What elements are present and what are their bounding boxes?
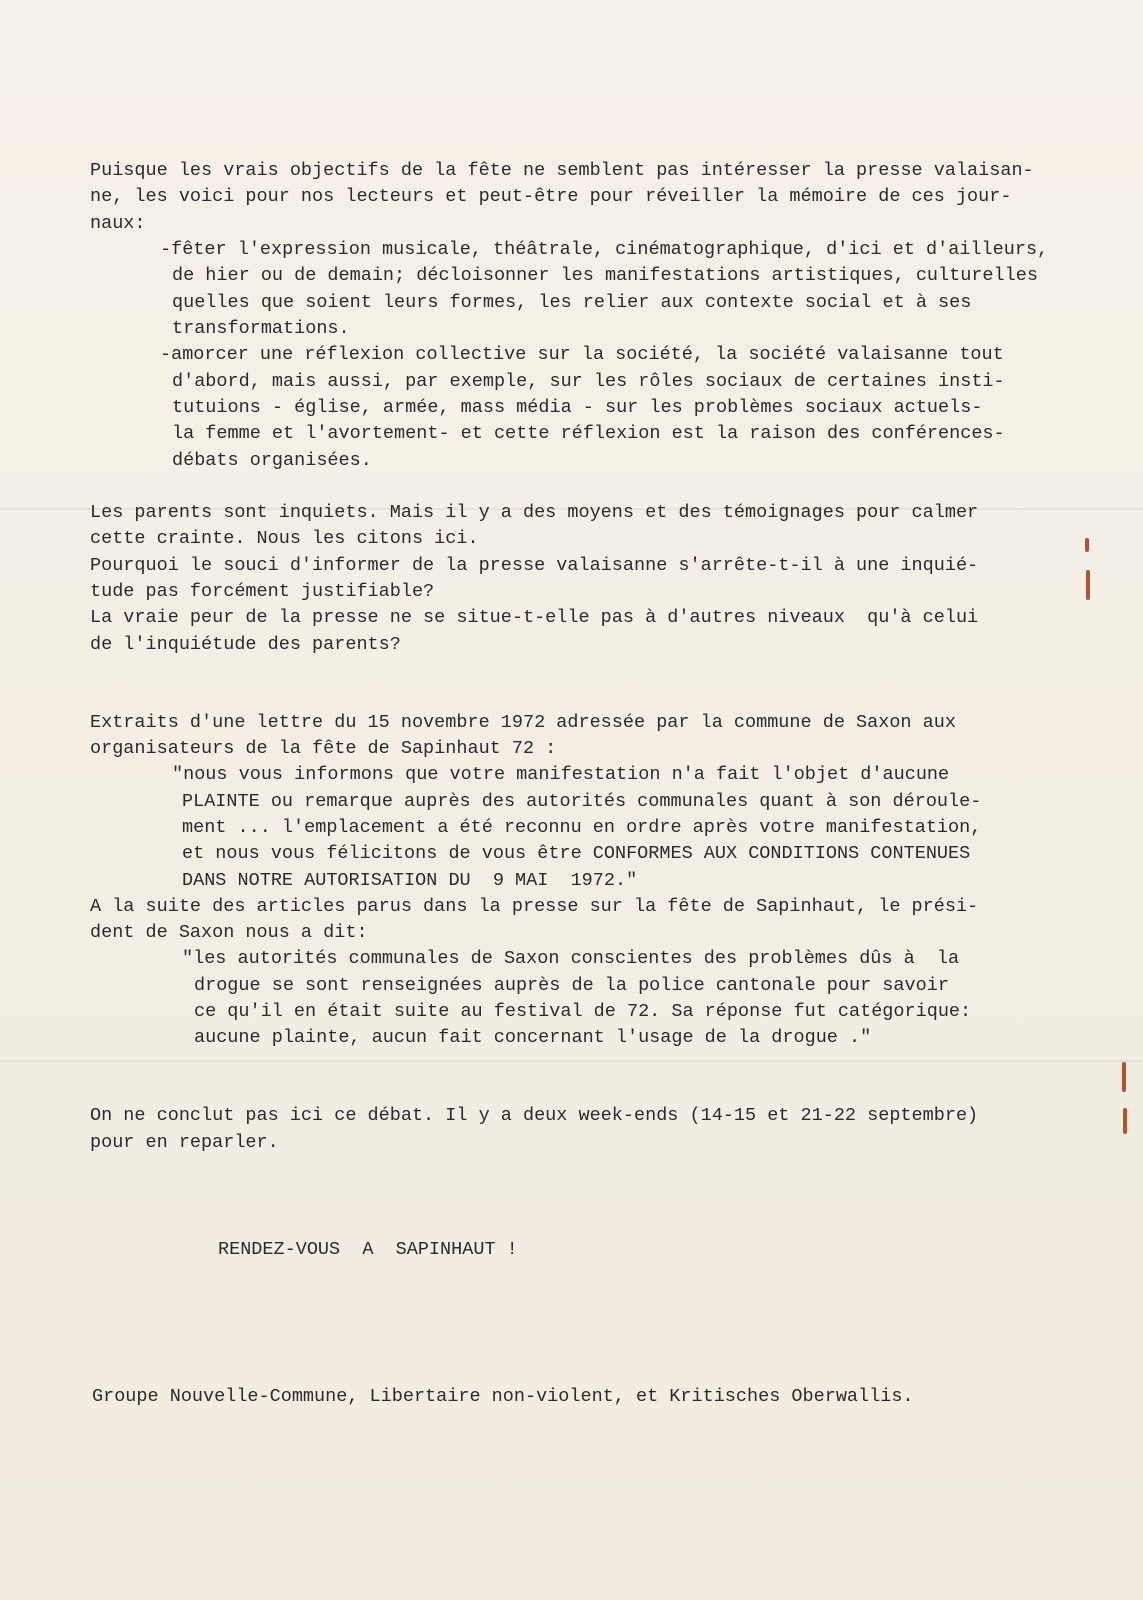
text-line: tude pas forcément justifiable?: [90, 581, 435, 602]
text-line: -fêter l'expression musicale, théâtrale, cinématographique, d'ici et d'ailleurs,: [160, 239, 1049, 260]
text-line: transformations.: [172, 318, 350, 339]
text-line: organisateurs de la fête de Sapinhaut 72 :: [90, 738, 557, 759]
text-line: ce qu'il en était suite au festival de 72. Sa réponse fut catégorique:: [194, 1001, 972, 1022]
text-line: Les parents sont inquiets. Mais il y a des moyens et des témoignages pour calmer: [90, 502, 979, 523]
text-line: "nous vous informons que votre manifestation n'a fait l'objet d'aucune: [172, 764, 950, 785]
text-line: et nous vous félicitons de vous être CONFORMES AUX CONDITIONS CONTENUES: [182, 843, 971, 864]
signature-text: Groupe Nouvelle-Commune, Libertaire non-violent, et Kritisches Oberwallis.: [92, 1386, 914, 1407]
text-line: "les autorités communales de Saxon conscientes des problèmes dûs à la: [182, 948, 960, 969]
text-line: dent de Saxon nous a dit:: [90, 922, 368, 943]
text-line: La vraie peur de la presse ne se situe-t-elle pas à d'autres niveaux qu'à celui: [90, 607, 979, 628]
paper-fold: [0, 1060, 1143, 1062]
text-line: ment ... l'emplacement a été reconnu en ordre après votre manifestation,: [182, 817, 982, 838]
text-line: aucune plainte, aucun fait concernant l'usage de la drogue .": [194, 1027, 872, 1048]
paper-stain: [1122, 1062, 1126, 1092]
text-line: ne, les voici pour nos lecteurs et peut-être pour réveiller la mémoire de ces jour-: [90, 186, 1012, 207]
text-line: de l'inquiétude des parents?: [90, 634, 401, 655]
text-line: PLAINTE ou remarque auprès des autorités communales quant à son déroule-: [182, 791, 982, 812]
text-line: débats organisées.: [172, 450, 372, 471]
text-line: tutuions - église, armée, mass média - sur les problèmes sociaux actuels-: [172, 397, 983, 418]
paper-stain: [1123, 1108, 1127, 1134]
text-line: de hier ou de demain; décloisonner les manifestations artistiques, culturelles: [172, 265, 1038, 286]
text-line: naux:: [90, 213, 146, 234]
text-line: A la suite des articles parus dans la presse sur la fête de Sapinhaut, le prési-: [90, 896, 979, 917]
rendezvous-text: RENDEZ-VOUS A SAPINHAUT !: [218, 1239, 518, 1260]
text-line: quelles que soient leurs formes, les relier aux contexte social et à ses: [172, 292, 972, 313]
text-line: la femme et l'avortement- et cette réflexion est la raison des conférences-: [172, 423, 1005, 444]
text-line: DANS NOTRE AUTORISATION DU 9 MAI 1972.": [182, 870, 638, 891]
text-line: On ne conclut pas ici ce débat. Il y a deux week-ends (14-15 et 21-22 septembre): [90, 1105, 979, 1126]
text-line: Extraits d'une lettre du 15 novembre 1972 adressée par la commune de Saxon aux: [90, 712, 956, 733]
text-line: cette crainte. Nous les citons ici.: [90, 528, 479, 549]
paper-stain: [1085, 538, 1089, 552]
text-line: Pourquoi le souci d'informer de la presse valaisanne s'arrête-t-il à une inquié-: [90, 555, 979, 576]
paper-stain: [1086, 570, 1090, 600]
text-line: d'abord, mais aussi, par exemple, sur les rôles sociaux de certaines insti-: [172, 371, 1005, 392]
text-line: -amorcer une réflexion collective sur la société, la société valaisanne tout: [160, 344, 1004, 365]
text-line: drogue se sont renseignées auprès de la police cantonale pour savoir: [194, 975, 949, 996]
text-line: pour en reparler.: [90, 1132, 279, 1153]
text-line: Puisque les vrais objectifs de la fête ne semblent pas intéresser la presse valaisan-: [90, 160, 1034, 181]
